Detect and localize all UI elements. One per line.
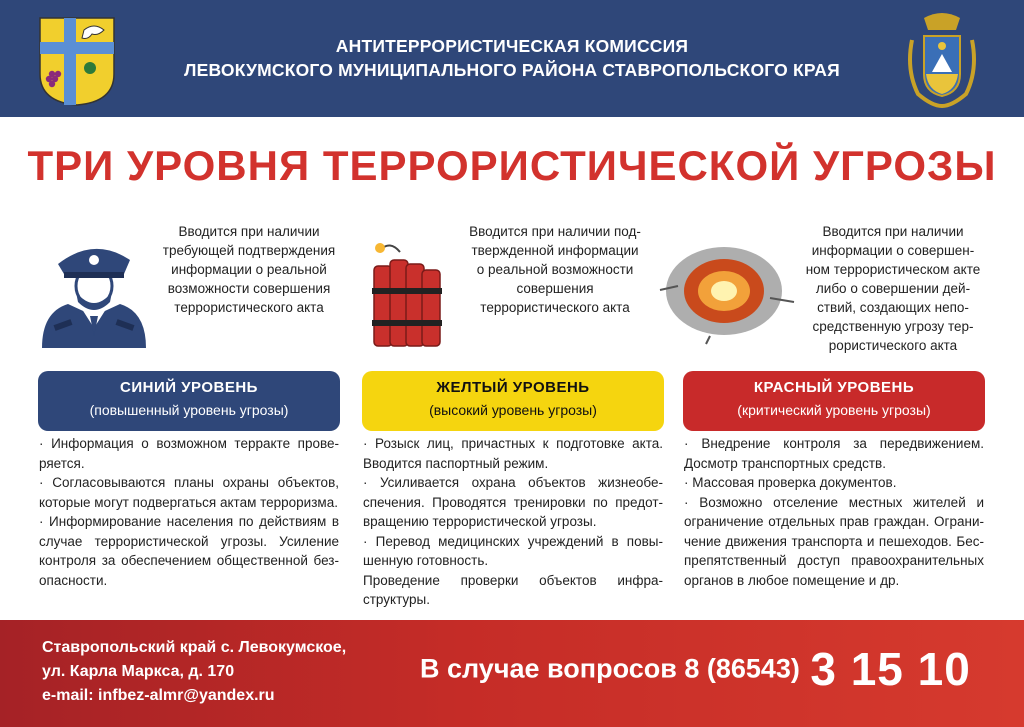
yellow-level-description (455, 222, 655, 317)
description-line: ствий, создающих непо- (817, 300, 969, 315)
level-subtitle: (повышенный уровень угрозы) (89, 402, 289, 418)
description-line: террористического акта (174, 300, 324, 315)
hotline-number: 3 15 10 (810, 643, 971, 695)
list-item: · Информирование населения по действиям в случае террористической угрозы. Усиление контроля за обеспечением общественной без-опасности. (39, 514, 339, 588)
list-item: · Массовая проверка документов. (684, 475, 897, 490)
list-item: · Усиливается охрана объектов жизнеобе-спечения. Проводятся тренировки по предот-вращению террористической угрозы. (363, 475, 663, 529)
red-level-badge (683, 371, 985, 431)
red-level-measures (684, 434, 984, 590)
description-line: информации о реальной (171, 262, 327, 277)
description-line: совершения (516, 281, 594, 296)
description-line: ном террористическом акте (805, 262, 981, 277)
dynamite-icon (360, 236, 450, 354)
yellow-level-badge (362, 371, 664, 431)
page-title: ТРИ УРОВНЯ ТЕРРОРИСТИЧЕСКОЙ УГРОЗЫ (27, 142, 997, 189)
description-line: требующей подтверждения (162, 243, 336, 258)
commission-title-line2: ЛЕВОКУМСКОГО МУНИЦИПАЛЬНОГО РАЙОНА СТАВРОПОЛЬСКОГО КРАЯ (184, 60, 840, 80)
yellow-level-measures (363, 434, 663, 610)
description-line: средственную угрозу тер- (812, 319, 974, 334)
police-officer-icon (34, 232, 154, 348)
level-name: ЖЕЛТЫЙ УРОВЕНЬ (436, 379, 590, 396)
blue-level-badge (38, 371, 340, 431)
description-line: информации о совершен- (811, 243, 975, 258)
address-line: Ставропольский край с. Левокумское, (42, 639, 347, 656)
hotline-label: В случае вопросов 8 (86543) (420, 653, 800, 684)
description-line: Вводится при наличии (178, 224, 320, 239)
description-line: Вводится при наличии (822, 224, 964, 239)
level-subtitle: (критический уровень угрозы) (737, 402, 931, 418)
description-line: рористического акта (828, 338, 958, 353)
description-line: Вводится при наличии под- (469, 224, 641, 239)
stavropol-coat-of-arms-icon (904, 10, 980, 108)
description-line: либо о совершении дей- (815, 281, 971, 296)
commission-title-line1: АНТИТЕРРОРИСТИЧЕСКАЯ КОМИССИЯ (335, 36, 689, 56)
level-subtitle: (высокий уровень угрозы) (429, 402, 597, 418)
list-item: · Информация о возможном терракте прове-ряется. (39, 436, 339, 471)
contact-address (42, 636, 346, 708)
email-line: e-mail: infbez-almr@yandex.ru (42, 687, 275, 704)
description-line: о реальной возможности (476, 262, 634, 277)
list-item: · Возможно отселение местных жителей и ограничение отдельных прав граждан. Ограни-чение движения транспорта и пешеходов. Бес-препятственный доступ правоохранительных органов в любое помещение и др. (684, 494, 984, 588)
level-name: КРАСНЫЙ УРОВЕНЬ (753, 379, 915, 396)
description-line: возможности совершения (167, 281, 331, 296)
footer-band (0, 620, 1024, 727)
explosion-icon (650, 236, 798, 346)
commission-title (130, 34, 894, 82)
description-line: твержденной информации (471, 243, 639, 258)
levokumsky-coat-of-arms-icon (38, 16, 116, 106)
blue-level-description (150, 222, 348, 317)
blue-level-measures (39, 434, 339, 590)
list-item: Проведение проверки объектов инфра-структуры. (363, 572, 663, 607)
address-line: ул. Карла Маркса, д. 170 (42, 663, 235, 680)
header-band (0, 0, 1024, 117)
description-line: террористического акта (480, 300, 630, 315)
list-item: · Внедрение контроля за передвижением. Досмотр транспортных средств. (684, 436, 984, 471)
hotline (420, 642, 971, 696)
level-name: СИНИЙ УРОВЕНЬ (120, 379, 258, 396)
red-level-description (792, 222, 994, 355)
list-item: · Розыск лиц, причастных к подготовке акта. Вводится паспортный режим. (363, 436, 663, 471)
list-item: · Перевод медицинских учреждений в повы-шенную готовность. (363, 533, 663, 568)
list-item: · Согласовываются планы охраны объектов, которые могут подвергаться актам терроризма. (39, 475, 339, 510)
